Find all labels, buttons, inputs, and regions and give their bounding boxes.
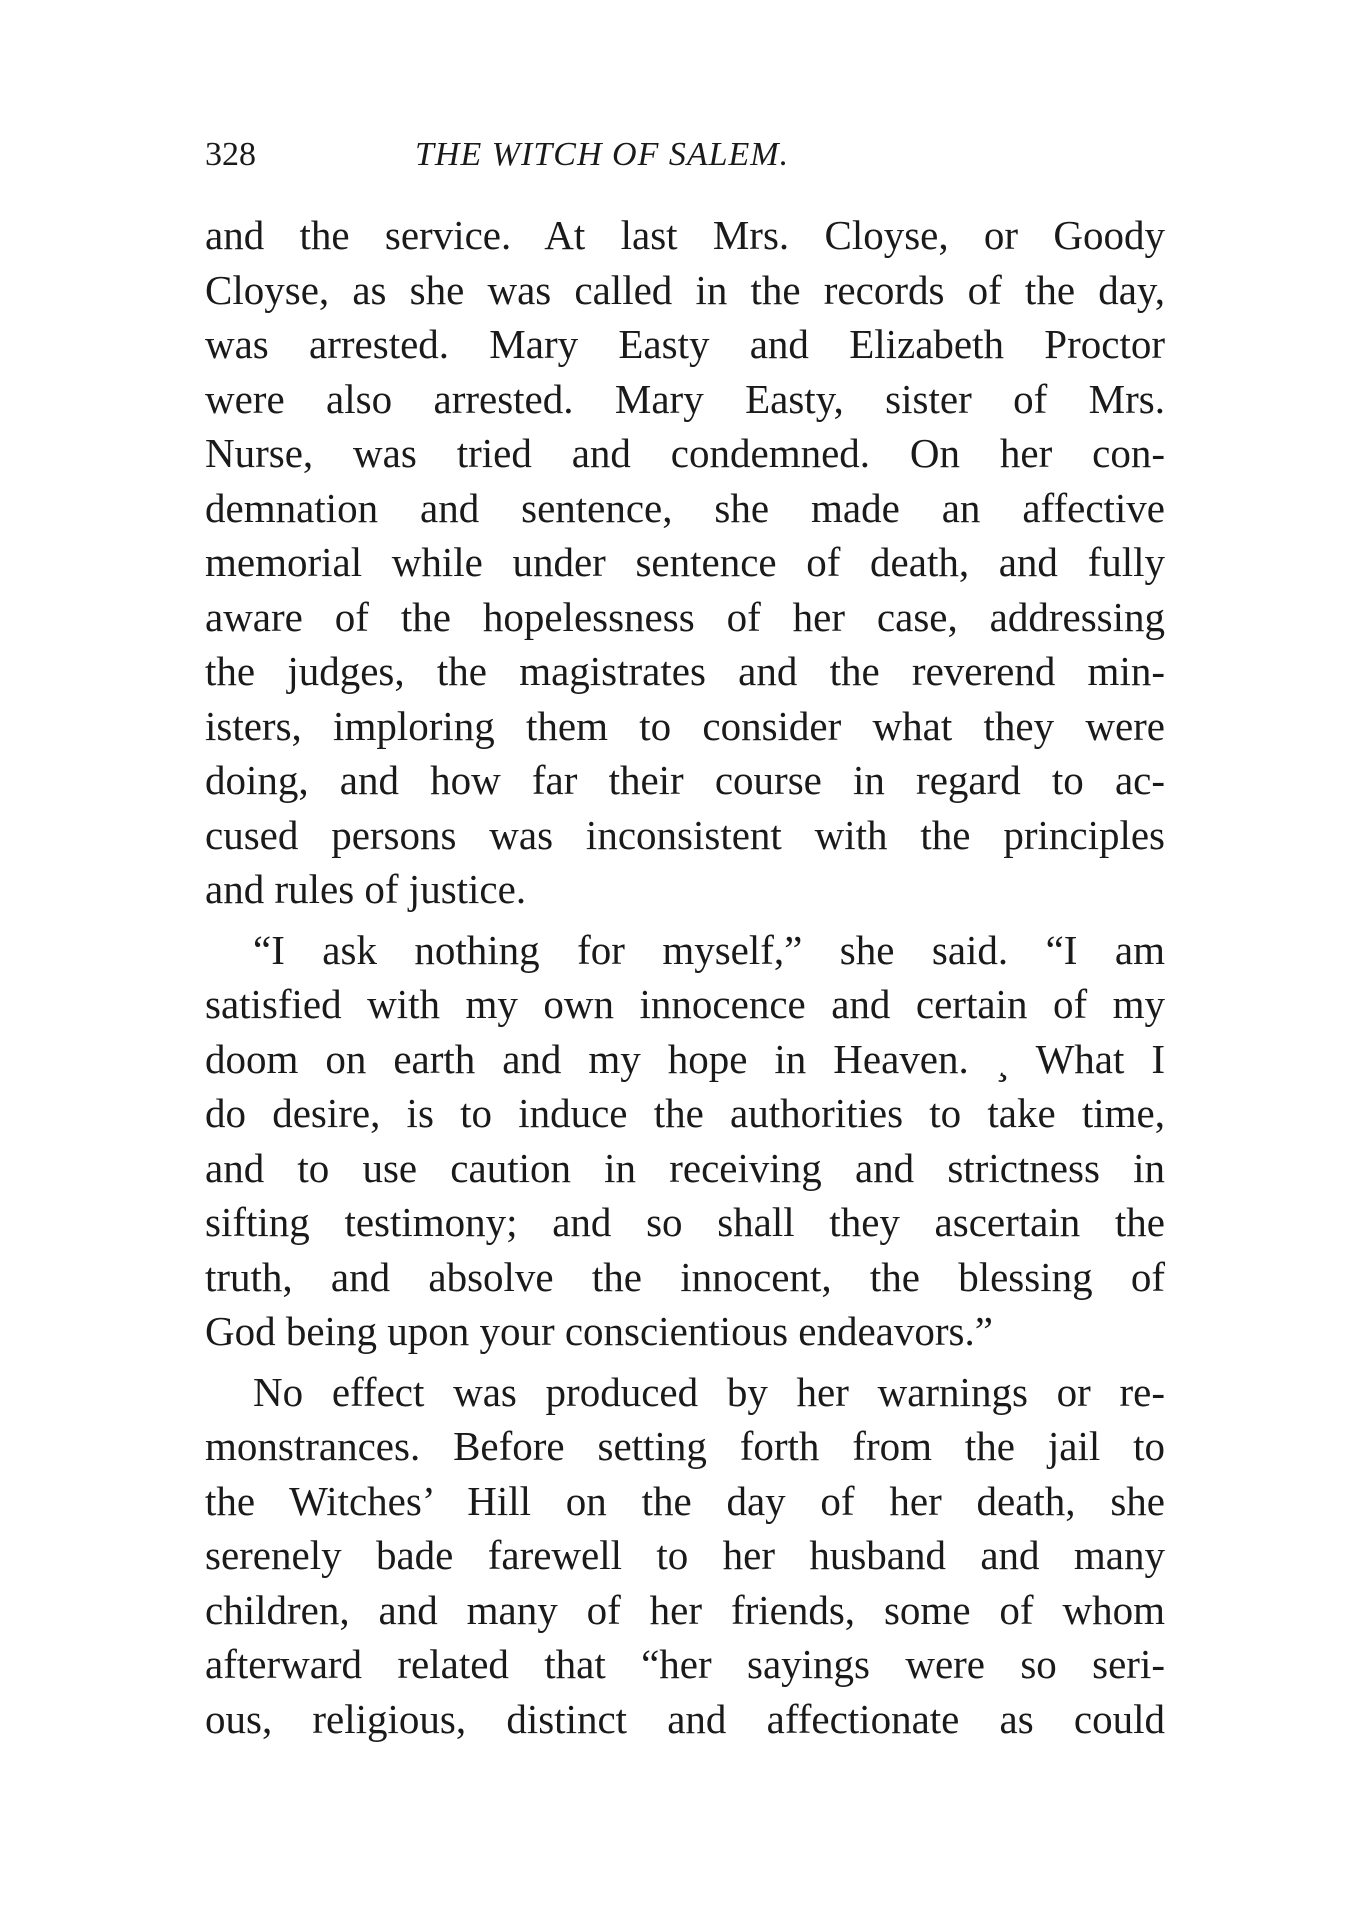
body-text	[205, 208, 1165, 1746]
text-line: was arrested. Mary Easty and Elizabeth Proctor	[205, 321, 1165, 367]
text-line: the Witches’ Hill on the day of her death, she	[205, 1477, 1165, 1524]
running-head	[205, 132, 1165, 178]
paragraph	[205, 1365, 1165, 1747]
text-line: truth, and absolve the innocent, the blessing of	[205, 1253, 1165, 1300]
text-line: and the service. At last Mrs. Cloyse, or Goody	[205, 212, 1165, 258]
text-line: Cloyse, as she was called in the records of the day,	[205, 266, 1165, 313]
running-title: THE WITCH OF SALEM.	[415, 136, 790, 173]
text-line: afterward related that “her sayings were so seri-	[205, 1641, 1165, 1687]
text-line: No effect was produced by her warnings or re-	[253, 1368, 1165, 1415]
text-line: and to use caution in receiving and strictness in	[205, 1144, 1165, 1191]
text-line: God being upon your conscientious endeavors.”	[205, 1308, 993, 1354]
text-line: cused persons was inconsistent with the principles	[205, 811, 1165, 858]
text-line: doom on earth and my hope in Heaven. ¸ What I	[205, 1035, 1165, 1082]
text-line: isters, imploring them to consider what they were	[205, 702, 1165, 749]
text-line: aware of the hopelessness of her case, addressing	[205, 593, 1165, 640]
text-line: and rules of justice.	[205, 866, 527, 912]
text-line: ous, religious, distinct and affectionate as could	[205, 1695, 1165, 1742]
text-line: memorial while under sentence of death, and fully	[205, 539, 1165, 585]
text-line: doing, and how far their course in regard to ac-	[205, 757, 1165, 803]
text-line: Nurse, was tried and condemned. On her con-	[205, 430, 1165, 476]
paragraph	[205, 923, 1165, 1359]
text-line: demnation and sentence, she made an affective	[205, 484, 1165, 531]
text-line: satisfied with my own innocence and certain of my	[205, 981, 1165, 1027]
text-line: do desire, is to induce the authorities to take time,	[205, 1090, 1165, 1136]
page-number: 328	[205, 136, 256, 173]
text-line: the judges, the magistrates and the reverend min-	[205, 648, 1165, 694]
text-line: sifting testimony; and so shall they ascertain the	[205, 1199, 1165, 1245]
text-line: were also arrested. Mary Easty, sister of Mrs.	[205, 375, 1165, 422]
text-line: children, and many of her friends, some of whom	[205, 1586, 1165, 1633]
text-line: monstrances. Before setting forth from the jail to	[205, 1423, 1165, 1469]
paragraph	[205, 208, 1165, 917]
text-line: serenely bade farewell to her husband and many	[205, 1532, 1165, 1578]
text-line: “I ask nothing for myself,” she said. “I am	[253, 926, 1165, 973]
